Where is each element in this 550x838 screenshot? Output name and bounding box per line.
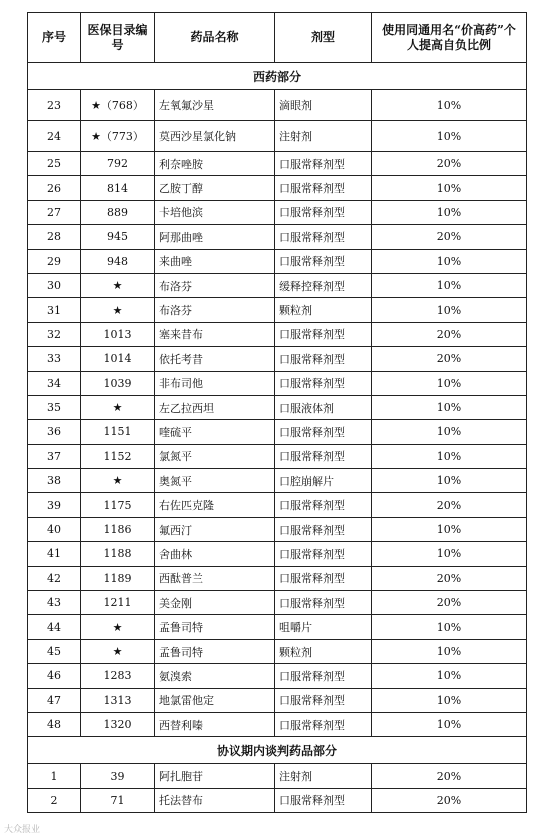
cell-form: 口服常释剂型 <box>275 493 372 517</box>
section-title: 西药部分 <box>28 63 527 90</box>
cell-ratio: 10% <box>372 712 527 736</box>
cell-no: 26 <box>28 176 81 200</box>
cell-ratio: 10% <box>372 420 527 444</box>
cell-code: ★（773） <box>81 121 155 152</box>
table-row <box>28 347 527 371</box>
cell-form: 口服常释剂型 <box>275 542 372 566</box>
cell-form: 口服常释剂型 <box>275 444 372 468</box>
cell-form: 口服常释剂型 <box>275 664 372 688</box>
cell-no: 30 <box>28 273 81 297</box>
cell-name: 阿扎胞苷 <box>155 764 275 788</box>
cell-no: 41 <box>28 542 81 566</box>
cell-form: 口服常释剂型 <box>275 420 372 444</box>
table-row <box>28 566 527 590</box>
cell-form: 滴眼剂 <box>275 90 372 121</box>
cell-ratio: 20% <box>372 591 527 615</box>
cell-ratio: 10% <box>372 176 527 200</box>
cell-code: ★ <box>81 395 155 419</box>
table-row <box>28 395 527 419</box>
cell-form: 咀嚼片 <box>275 615 372 639</box>
cell-name: 莫西沙星氯化钠 <box>155 121 275 152</box>
cell-ratio: 10% <box>372 371 527 395</box>
header-code: 医保目录编号 <box>81 13 155 63</box>
cell-form: 口服常释剂型 <box>275 225 372 249</box>
cell-code: 1039 <box>81 371 155 395</box>
table-row <box>28 688 527 712</box>
cell-name: 孟鲁司特 <box>155 615 275 639</box>
cell-no: 37 <box>28 444 81 468</box>
cell-name: 舍曲林 <box>155 542 275 566</box>
cell-ratio: 10% <box>372 200 527 224</box>
section-title: 协议期内谈判药品部分 <box>28 737 527 764</box>
cell-ratio: 10% <box>372 444 527 468</box>
cell-name: 喹硫平 <box>155 420 275 444</box>
header-form: 剂型 <box>275 13 372 63</box>
cell-name: 地氯雷他定 <box>155 688 275 712</box>
cell-name: 卡培他滨 <box>155 200 275 224</box>
table-row <box>28 493 527 517</box>
cell-no: 33 <box>28 347 81 371</box>
table-row <box>28 90 527 121</box>
cell-code: 1188 <box>81 542 155 566</box>
table-row <box>28 639 527 663</box>
cell-code: 1211 <box>81 591 155 615</box>
cell-no: 42 <box>28 566 81 590</box>
cell-ratio: 10% <box>372 273 527 297</box>
cell-form: 口服常释剂型 <box>275 517 372 541</box>
cell-ratio: 10% <box>372 469 527 493</box>
cell-name: 奥氮平 <box>155 469 275 493</box>
table-row <box>28 712 527 736</box>
cell-ratio: 10% <box>372 90 527 121</box>
cell-no: 32 <box>28 322 81 346</box>
cell-code: ★ <box>81 298 155 322</box>
cell-form: 口腔崩解片 <box>275 469 372 493</box>
watermark: 大众报业 <box>4 825 41 835</box>
cell-ratio: 10% <box>372 121 527 152</box>
cell-form: 口服常释剂型 <box>275 200 372 224</box>
cell-no: 1 <box>28 764 81 788</box>
cell-code: 1175 <box>81 493 155 517</box>
cell-name: 左乙拉西坦 <box>155 395 275 419</box>
cell-no: 44 <box>28 615 81 639</box>
cell-name: 乙胺丁醇 <box>155 176 275 200</box>
cell-code: ★ <box>81 615 155 639</box>
table-row <box>28 788 527 812</box>
cell-form: 口服常释剂型 <box>275 591 372 615</box>
cell-name: 西替利嗪 <box>155 712 275 736</box>
cell-form: 注射剂 <box>275 764 372 788</box>
cell-code: 945 <box>81 225 155 249</box>
cell-ratio: 20% <box>372 347 527 371</box>
cell-no: 29 <box>28 249 81 273</box>
cell-code: ★ <box>81 639 155 663</box>
table-row <box>28 542 527 566</box>
cell-code: 1320 <box>81 712 155 736</box>
cell-code: 71 <box>81 788 155 812</box>
table-row <box>28 298 527 322</box>
cell-ratio: 10% <box>372 664 527 688</box>
cell-code: 889 <box>81 200 155 224</box>
table-row <box>28 517 527 541</box>
table-row <box>28 469 527 493</box>
cell-name: 非布司他 <box>155 371 275 395</box>
cell-code: 1313 <box>81 688 155 712</box>
cell-form: 注射剂 <box>275 121 372 152</box>
cell-ratio: 10% <box>372 298 527 322</box>
cell-form: 口服常释剂型 <box>275 322 372 346</box>
cell-name: 氟西汀 <box>155 517 275 541</box>
cell-form: 口服常释剂型 <box>275 712 372 736</box>
cell-ratio: 10% <box>372 517 527 541</box>
cell-ratio: 10% <box>372 542 527 566</box>
cell-ratio: 10% <box>372 249 527 273</box>
cell-form: 颗粒剂 <box>275 298 372 322</box>
table-row <box>28 664 527 688</box>
table-row <box>28 273 527 297</box>
cell-ratio: 20% <box>372 764 527 788</box>
cell-name: 来曲唑 <box>155 249 275 273</box>
section-header-row <box>28 63 527 90</box>
header-ratio: 使用同通用名“价高药”个人提高自负比例 <box>372 13 527 63</box>
header-no: 序号 <box>28 13 81 63</box>
cell-no: 25 <box>28 152 81 176</box>
table-row <box>28 249 527 273</box>
cell-code: 948 <box>81 249 155 273</box>
cell-no: 35 <box>28 395 81 419</box>
table-row <box>28 225 527 249</box>
table-row <box>28 615 527 639</box>
cell-name: 左氧氟沙星 <box>155 90 275 121</box>
cell-ratio: 10% <box>372 615 527 639</box>
cell-code: 814 <box>81 176 155 200</box>
table-row <box>28 121 527 152</box>
cell-no: 40 <box>28 517 81 541</box>
cell-ratio: 10% <box>372 688 527 712</box>
cell-ratio: 20% <box>372 493 527 517</box>
table-row <box>28 420 527 444</box>
cell-ratio: 20% <box>372 322 527 346</box>
cell-no: 23 <box>28 90 81 121</box>
table-header-row <box>28 13 527 63</box>
table-row <box>28 591 527 615</box>
cell-no: 47 <box>28 688 81 712</box>
table-row <box>28 322 527 346</box>
cell-no: 45 <box>28 639 81 663</box>
cell-ratio: 20% <box>372 566 527 590</box>
table-row <box>28 176 527 200</box>
table-row <box>28 152 527 176</box>
cell-no: 39 <box>28 493 81 517</box>
cell-code: 1151 <box>81 420 155 444</box>
cell-name: 布洛芬 <box>155 298 275 322</box>
cell-form: 口服常释剂型 <box>275 152 372 176</box>
table-row <box>28 200 527 224</box>
cell-code: 1283 <box>81 664 155 688</box>
cell-no: 48 <box>28 712 81 736</box>
cell-form: 口服常释剂型 <box>275 688 372 712</box>
cell-form: 口服常释剂型 <box>275 788 372 812</box>
cell-form: 口服液体剂 <box>275 395 372 419</box>
cell-no: 36 <box>28 420 81 444</box>
cell-no: 31 <box>28 298 81 322</box>
cell-no: 34 <box>28 371 81 395</box>
cell-code: 1189 <box>81 566 155 590</box>
table-row <box>28 764 527 788</box>
cell-form: 口服常释剂型 <box>275 371 372 395</box>
cell-code: 1014 <box>81 347 155 371</box>
cell-ratio: 10% <box>372 395 527 419</box>
cell-name: 塞来昔布 <box>155 322 275 346</box>
cell-form: 颗粒剂 <box>275 639 372 663</box>
table-row <box>28 444 527 468</box>
cell-ratio: 10% <box>372 639 527 663</box>
cell-no: 38 <box>28 469 81 493</box>
cell-form: 口服常释剂型 <box>275 176 372 200</box>
cell-name: 氯氮平 <box>155 444 275 468</box>
cell-name: 依托考昔 <box>155 347 275 371</box>
cell-form: 口服常释剂型 <box>275 249 372 273</box>
table-row <box>28 371 527 395</box>
cell-no: 43 <box>28 591 81 615</box>
cell-name: 托法替布 <box>155 788 275 812</box>
cell-code: 1152 <box>81 444 155 468</box>
cell-ratio: 20% <box>372 225 527 249</box>
cell-name: 右佐匹克隆 <box>155 493 275 517</box>
cell-no: 27 <box>28 200 81 224</box>
cell-form: 口服常释剂型 <box>275 566 372 590</box>
cell-code: ★（768） <box>81 90 155 121</box>
cell-code: 1186 <box>81 517 155 541</box>
cell-code: ★ <box>81 273 155 297</box>
cell-ratio: 20% <box>372 788 527 812</box>
cell-ratio: 20% <box>372 152 527 176</box>
cell-code: ★ <box>81 469 155 493</box>
table-body <box>28 63 527 813</box>
section-header-row <box>28 737 527 764</box>
cell-name: 利奈唑胺 <box>155 152 275 176</box>
cell-name: 孟鲁司特 <box>155 639 275 663</box>
cell-no: 2 <box>28 788 81 812</box>
cell-name: 美金刚 <box>155 591 275 615</box>
cell-name: 阿那曲唑 <box>155 225 275 249</box>
header-name: 药品名称 <box>155 13 275 63</box>
drug-table <box>27 12 527 813</box>
cell-code: 1013 <box>81 322 155 346</box>
cell-name: 布洛芬 <box>155 273 275 297</box>
cell-form: 缓释控释剂型 <box>275 273 372 297</box>
cell-no: 24 <box>28 121 81 152</box>
cell-code: 792 <box>81 152 155 176</box>
cell-name: 西酞普兰 <box>155 566 275 590</box>
cell-code: 39 <box>81 764 155 788</box>
cell-no: 28 <box>28 225 81 249</box>
cell-no: 46 <box>28 664 81 688</box>
cell-form: 口服常释剂型 <box>275 347 372 371</box>
cell-name: 氨溴索 <box>155 664 275 688</box>
